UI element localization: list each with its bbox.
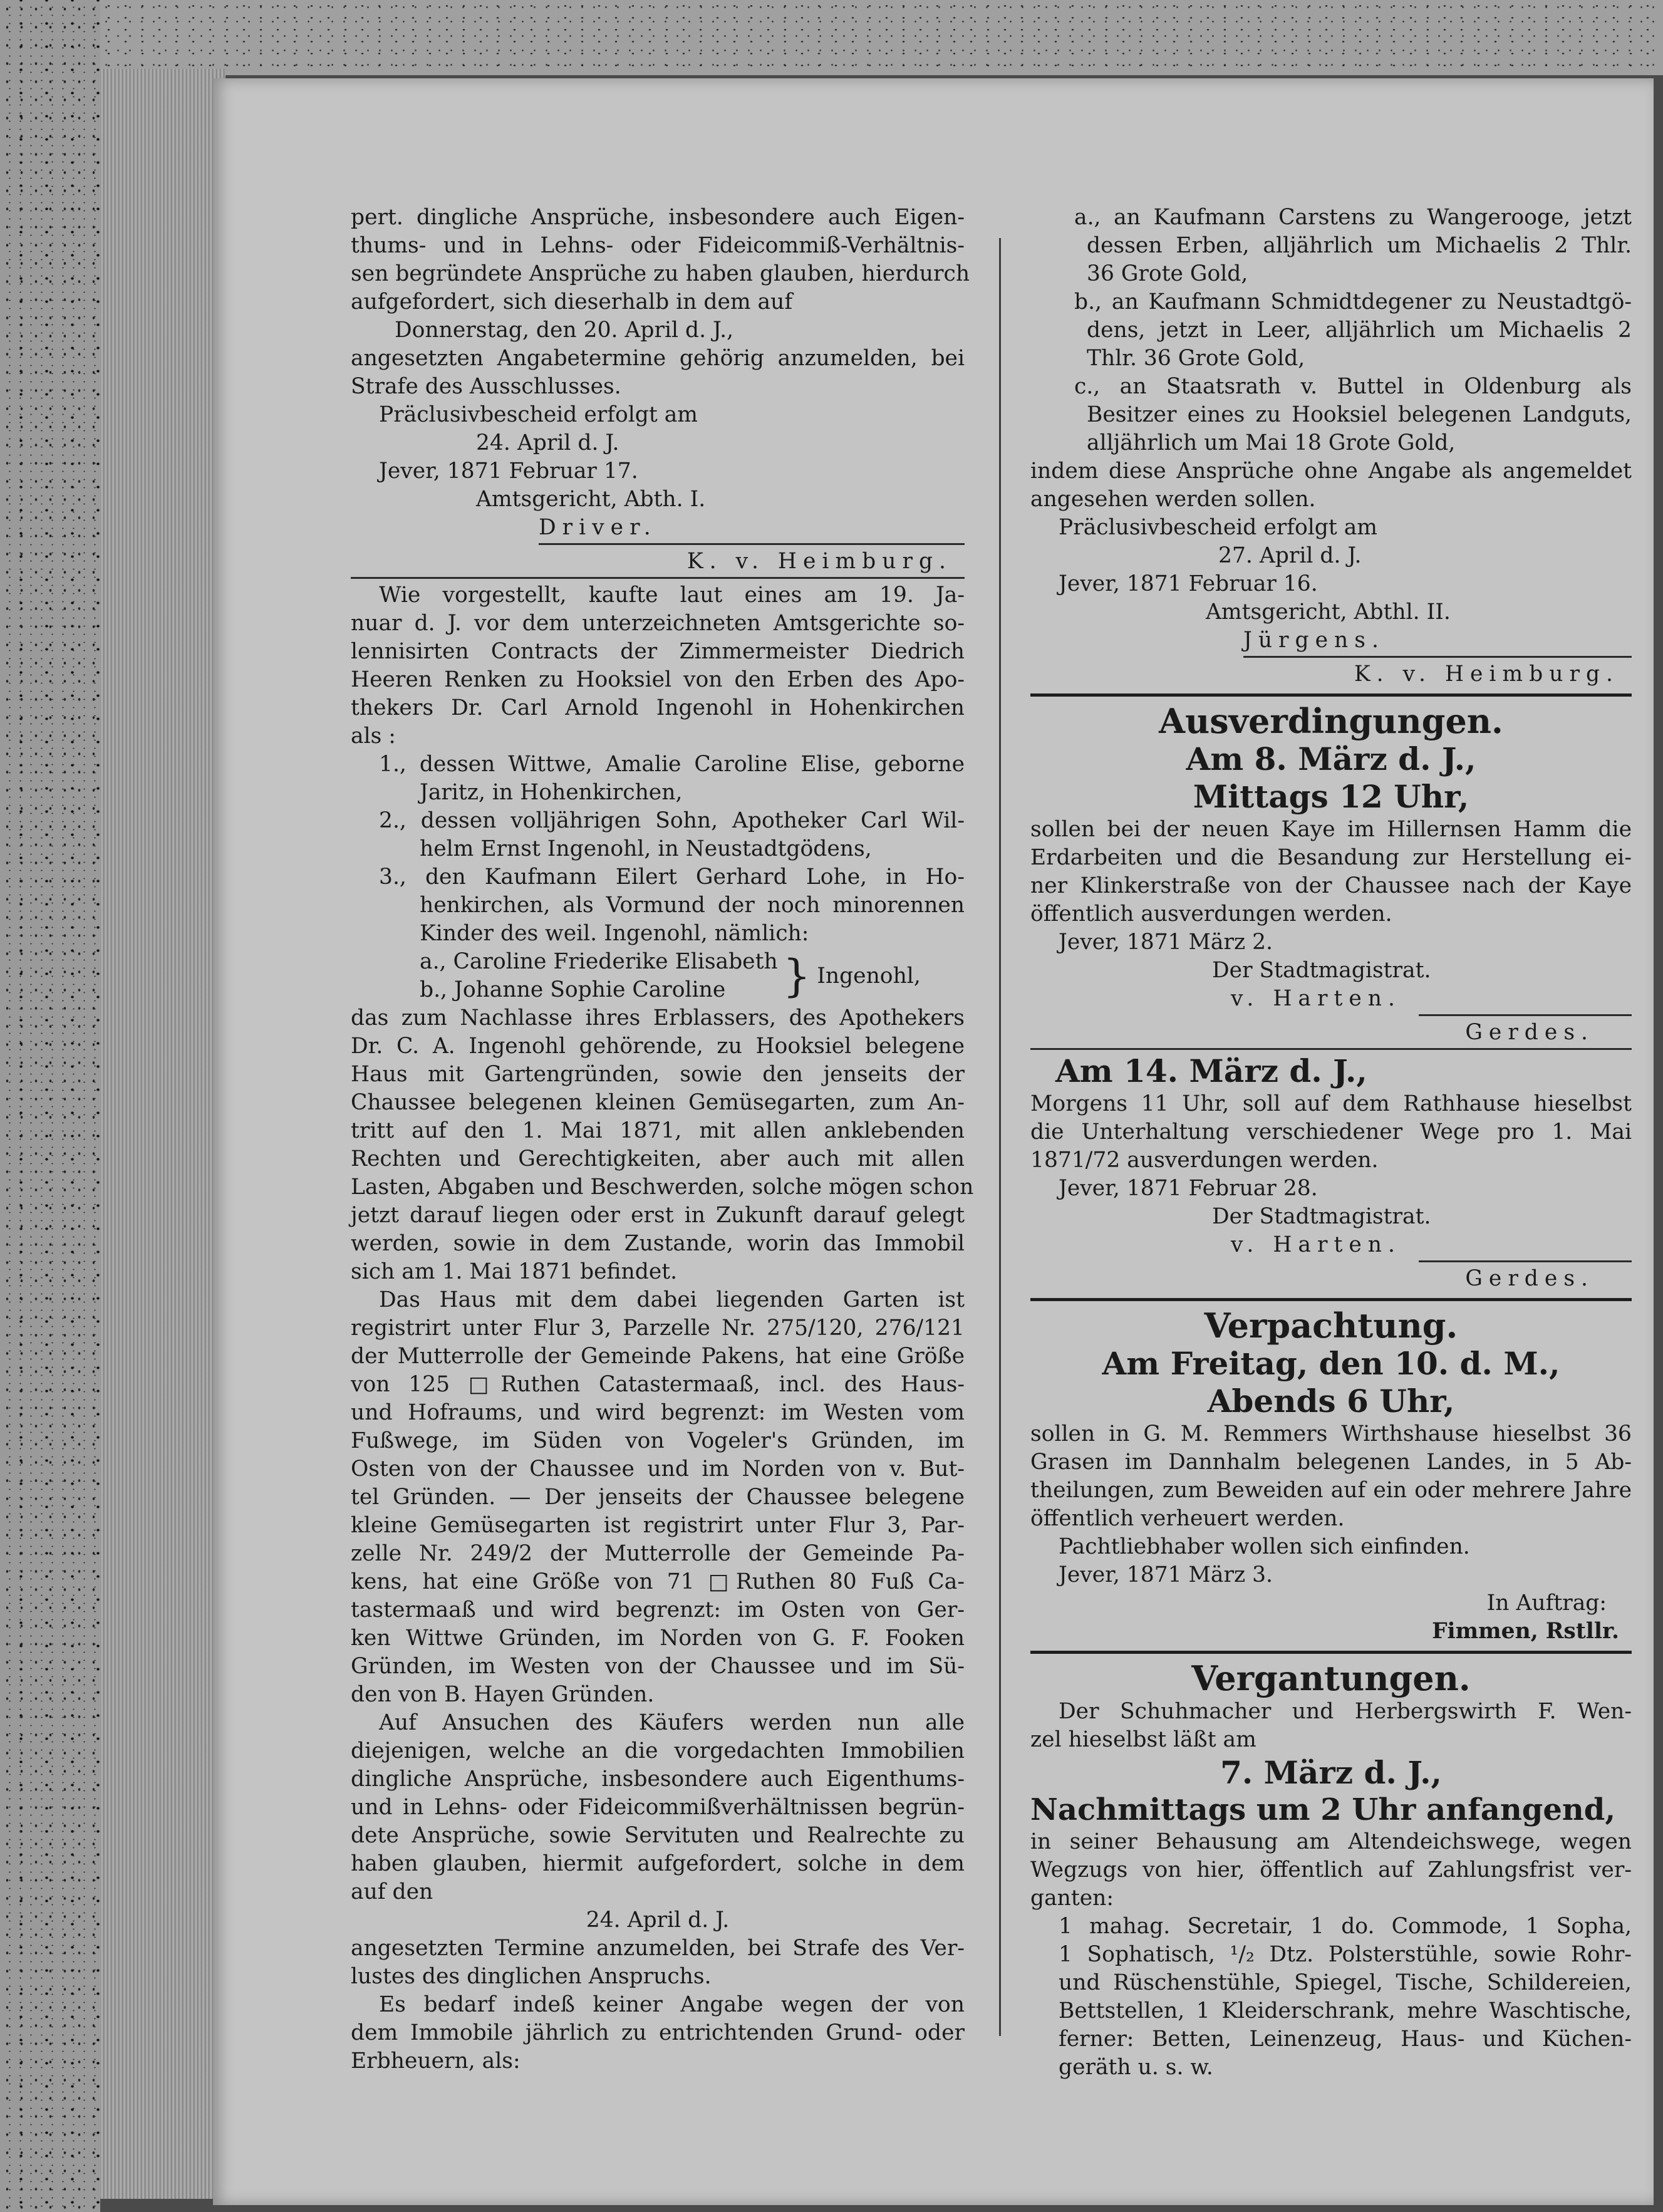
notice-date: 7. März d. J., <box>1220 1754 1442 1791</box>
text-line: Präclusivbescheid erfolgt am <box>1059 515 1378 540</box>
section-heading: Verpachtung. <box>1204 1306 1458 1346</box>
clerk-signature: K. v. Heimburg. <box>1354 662 1619 687</box>
text-line: von 125 □Ruthen Catastermaaß, incl. des Haus- <box>351 1372 965 1397</box>
on-behalf-label: In Auftrag: <box>1486 1591 1607 1616</box>
obligation-line: dessen Erben, alljährlich um Michaelis 2 Thlr. <box>1087 233 1632 258</box>
text-line: Fußwege, im Süden von Vogeler's Gründen, im <box>351 1428 965 1453</box>
text-line: sollen in G. M. Remmers Wirthshause hieselbst 36 <box>1030 1421 1632 1446</box>
text-line: nuar d. J. vor dem unterzeichneten Amtsgerichte so- <box>351 611 965 636</box>
text-line: Chaussee belegenen kleinen Gemüsegarten, zum An- <box>351 1090 965 1115</box>
text-line: und Hofraums, und wird begrenzt: im Westen vom <box>351 1400 965 1425</box>
text-line: kleine Gemüsegarten ist registrirt unter Flur 3, Par- <box>351 1513 965 1538</box>
authority-name: Der Stadtmagistrat. <box>1212 958 1431 983</box>
right-column <box>1030 204 1632 2082</box>
text-line: Wie vorgestellt, kaufte laut eines am 19. Ja- <box>379 583 965 608</box>
children-surname: Ingenohl, <box>817 963 921 989</box>
left-column <box>351 204 974 2075</box>
text-line: dem Immobile jährlich zu entrichtenden Grund- oder <box>351 2020 965 2045</box>
text-line: öffentlich ausverdungen werden. <box>1030 901 1392 927</box>
heir-line: Kinder des weil. Ingenohl, nämlich: <box>420 921 809 946</box>
text-line: aufgefordert, sich dieserhalb in dem auf <box>351 289 793 314</box>
signature-rule <box>1243 656 1632 658</box>
text-line: Morgens 11 Uhr, soll auf dem Rathhause hieselbst <box>1030 1091 1632 1116</box>
text-line: angesetzten Angabetermine gehörig anzumelden, bei <box>351 346 965 371</box>
signature-rule <box>1419 1260 1632 1262</box>
section-rule <box>1030 1298 1632 1301</box>
text-line: dete Ansprüche, sowie Servituten und Realrechte zu <box>351 1823 965 1848</box>
text-line: Dr. C. A. Ingenohl gehörende, zu Hooksiel belegene <box>351 1034 965 1059</box>
text-line: Gründen, im Westen von der Chaussee und im Sü- <box>351 1654 965 1679</box>
text-line: angesehen werden sollen. <box>1030 487 1316 512</box>
obligations-list <box>1030 204 1632 697</box>
text-line: lennisirten Contracts der Zimmermeister Diedrich <box>351 639 965 664</box>
text-line: Rechten und Gerechtigkeiten, aber auch mit allen <box>351 1146 965 1171</box>
text-line: zelle Nr. 249/2 der Mutterrolle der Gemeinde Pa- <box>351 1541 965 1566</box>
text-line: pert. dingliche Ansprüche, insbesondere auch Eigen- <box>351 205 965 230</box>
column-divider <box>999 238 1001 2036</box>
judge-signature: Driver. <box>539 515 657 540</box>
section-rule <box>1030 1651 1632 1654</box>
deadline-date: Donnerstag, den 20. April d. J., <box>395 318 734 343</box>
signer-signature: v. Harten. <box>1231 986 1401 1011</box>
clerk-signature: K. v. Heimburg. <box>686 549 952 574</box>
text-line: tastermaaß und wird begrenzt: im Osten von Ger- <box>351 1597 965 1623</box>
section-rule <box>1030 1048 1632 1050</box>
book-edge-speckle <box>0 0 100 2212</box>
text-line: und in Lehns- oder Fideicommißverhältnissen begrün- <box>351 1795 965 1820</box>
notice-date: Am 8. März d. J., <box>1186 740 1476 777</box>
notice-time: Mittags 12 Uhr, <box>1193 778 1469 815</box>
item-line: Bettstellen, 1 Kleiderschrank, mehre Waschtische, <box>1059 1998 1632 2023</box>
text-line: die Unterhaltung verschiedener Wege pro 1. Mai <box>1030 1119 1632 1145</box>
text-line: Heeren Renken zu Hooksiel von den Erben des Apo- <box>351 667 965 692</box>
clerk-signature: Gerdes. <box>1465 1020 1594 1045</box>
signature-rule <box>1419 1014 1632 1016</box>
march14-notice <box>1030 1052 1632 1301</box>
notice-continuation <box>351 204 970 579</box>
court-name: Amtsgericht, Abth. I. <box>476 487 706 512</box>
text-line: Haus mit Gartengründen, sowie den jenseits der <box>351 1062 965 1087</box>
text-line: sich am 1. Mai 1871 befindet. <box>351 1259 678 1284</box>
text-line: in seiner Behausung am Altendeichswege, wegen <box>1030 1829 1632 1854</box>
notice-date: Am Freitag, den 10. d. M., <box>1102 1345 1560 1382</box>
text-line: jetzt darauf liegen oder erst in Zukunft darauf gelegt <box>351 1203 965 1228</box>
notice-time: Nachmittags um 2 Uhr anfangend, <box>1030 1792 1616 1827</box>
text-line: Wegzugs von hier, öffentlich auf Zahlungsfrist ver- <box>1030 1857 1632 1882</box>
text-line: Grasen im Dannhalm belegenen Landes, in 5 Ab- <box>1030 1450 1632 1475</box>
vergantungen-notice <box>1030 1659 1632 2082</box>
section-heading: Vergantungen. <box>1191 1658 1471 1698</box>
text-line: 1871/72 ausverdungen werden. <box>1030 1148 1379 1173</box>
text-line: diejenigen, welche an die vorgedachten Immobilien <box>351 1738 965 1763</box>
obligation-line: dens, jetzt in Leer, alljährlich um Michaelis 2 <box>1087 318 1632 343</box>
praeclusiv-date: 27. April d. J. <box>1218 543 1362 568</box>
heir-line: 1., dessen Wittwe, Amalie Caroline Elise, geborne <box>379 752 965 777</box>
text-line: Pachtliebhaber wollen sich einfinden. <box>1059 1534 1470 1559</box>
text-line: öffentlich verheuert werden. <box>1030 1506 1345 1531</box>
heir-line: 3., den Kaufmann Eilert Gerhard Lohe, in Ho- <box>379 865 965 890</box>
notice-time: Abends 6 Uhr, <box>1207 1383 1455 1420</box>
child-name: a., Caroline Friederike Elisabeth <box>420 949 778 974</box>
section-rule <box>1030 693 1632 697</box>
text-line: tel Gründen. — Der jenseits der Chaussee belegene <box>351 1485 965 1510</box>
book-top-speckle <box>100 0 1663 75</box>
text-line: Erdarbeiten und die Besandung zur Herstellung ei- <box>1030 845 1632 870</box>
place-date: Jever, 1871 Februar 17. <box>379 459 638 484</box>
text-line: Strafe des Ausschlusses. <box>351 374 621 399</box>
text-line: Lasten, Abgaben und Beschwerden, solche mögen schon <box>351 1175 974 1200</box>
praeclusiv-date: 24. April d. J. <box>476 430 619 455</box>
place-date: Jever, 1871 Februar 28. <box>1059 1176 1318 1201</box>
heir-line: Jaritz, in Hohenkirchen, <box>420 780 683 805</box>
text-line: haben glauben, hiermit aufgefordert, solche in dem <box>351 1851 965 1876</box>
clerk-signature: Gerdes. <box>1465 1266 1594 1291</box>
verpachtung-notice <box>1030 1306 1632 1654</box>
text-line: Präclusivbescheid erfolgt am <box>379 402 698 427</box>
court-name: Amtsgericht, Abthl. II. <box>1206 600 1451 625</box>
text-line: angesetzten Termine anzumelden, bei Strafe des Ver- <box>351 1936 965 1961</box>
text-line: Auf Ansuchen des Käufers werden nun alle <box>379 1710 965 1735</box>
text-line: ner Klinkerstraße von der Chaussee nach der Kaye <box>1030 873 1632 898</box>
text-line: tritt auf den 1. Mai 1871, mit allen anklebenden <box>351 1118 965 1143</box>
obligation-line: 36 Grote Gold, <box>1087 261 1248 286</box>
obligation-line: alljährlich um Mai 18 Grote Gold, <box>1087 430 1456 455</box>
text-line: ganten: <box>1030 1886 1114 1911</box>
deadline-date: 24. April d. J. <box>586 1908 730 1933</box>
brace-symbol: } <box>782 950 811 1002</box>
text-line: das zum Nachlasse ihres Erblassers, des Apothekers <box>351 1005 965 1031</box>
item-line: und Rüschenstühle, Spiegel, Tische, Schildereien, <box>1059 1970 1632 1995</box>
section-heading: Ausverdingungen. <box>1159 701 1503 741</box>
text-line: lustes des dinglichen Anspruchs. <box>351 1964 712 1989</box>
item-line: 1 mahag. Secretair, 1 do. Commode, 1 Sopha, <box>1059 1914 1632 1939</box>
text-line: sen begründete Ansprüche zu haben glauben, hierdurch <box>351 261 970 286</box>
authority-name: Der Stadtmagistrat. <box>1212 1204 1431 1229</box>
child-name: b., Johanne Sophie Caroline <box>420 977 726 1002</box>
item-line: ferner: Betten, Leinenzeug, Haus- und Küchen- <box>1059 2027 1632 2052</box>
ausverdingungen-notice <box>1030 702 1632 1050</box>
text-line: den von B. Hayen Gründen. <box>351 1682 655 1707</box>
text-line: dingliche Ansprüche, insbesondere auch Eigenthums- <box>351 1767 965 1792</box>
item-line: 1 Sophatisch, ¹/₂ Dtz. Polsterstühle, sowie Rohr- <box>1059 1942 1632 1967</box>
text-line: ken Wittwe Gründen, im Norden von G. F. Fooken <box>351 1626 965 1651</box>
obligation-line: a., an Kaufmann Carstens zu Wangerooge, jetzt <box>1074 205 1632 230</box>
place-date: Jever, 1871 März 2. <box>1059 930 1273 955</box>
text-line: Der Schuhmacher und Herbergswirth F. Wen- <box>1059 1699 1632 1724</box>
text-line: der Mutterrolle der Gemeinde Pakens, hat eine Größe <box>351 1344 965 1369</box>
children-list <box>351 948 965 1004</box>
heir-line: 2., dessen volljährigen Sohn, Apotheker Carl Wil- <box>379 808 965 833</box>
text-line: auf den <box>351 1879 433 1904</box>
signer-signature: Fimmen, Rstllr. <box>1432 1619 1619 1644</box>
text-line: zel hieselbst läßt am <box>1030 1727 1256 1752</box>
text-line: theilungen, zum Beweiden auf ein oder mehrere Jahre <box>1030 1478 1632 1503</box>
text-line: thums- und in Lehns- oder Fideicommiß-Verhältnis- <box>351 233 965 258</box>
text-line: als : <box>351 724 396 749</box>
place-date: Jever, 1871 März 3. <box>1059 1562 1273 1587</box>
text-line: werden, sowie in dem Zustande, worin das Immobil <box>351 1231 965 1256</box>
text-line: Osten von der Chaussee und im Norden von v. But- <box>351 1456 965 1482</box>
notice-heading: Am 14. März d. J., <box>1055 1052 1367 1089</box>
text-line: Es bedarf indeß keiner Angabe wegen der von <box>379 1992 965 2017</box>
text-line: thekers Dr. Carl Arnold Ingenohl in Hohenkirchen <box>351 695 965 720</box>
text-line: Erbheuern, als: <box>351 2048 521 2074</box>
page-stack-edge <box>100 69 225 2199</box>
children-names <box>420 948 778 1004</box>
item-line: geräth u. s. w. <box>1059 2055 1213 2080</box>
place-date: Jever, 1871 Februar 16. <box>1059 571 1318 596</box>
signer-signature: v. Harten. <box>1231 1232 1401 1257</box>
text-line: registrirt unter Flur 3, Parzelle Nr. 275/120, 276/121 <box>351 1316 965 1341</box>
heir-line: henkirchen, als Vormund der noch minorennen <box>420 893 965 918</box>
obligation-line: Thlr. 36 Grote Gold, <box>1087 346 1305 371</box>
obligation-line: Besitzer eines zu Hooksiel belegenen Landguts, <box>1087 402 1632 427</box>
section-rule <box>351 577 965 579</box>
text-line: indem diese Ansprüche ohne Angabe als angemeldet <box>1030 459 1632 484</box>
text-line: sollen bei der neuen Kaye im Hillernsen Hamm die <box>1030 817 1632 842</box>
judge-signature: Jürgens. <box>1243 628 1385 653</box>
obligation-line: c., an Staatsrath v. Buttel in Oldenburg als <box>1074 374 1632 399</box>
text-line: Das Haus mit dem dabei liegenden Garten ist <box>379 1287 965 1312</box>
obligation-line: b., an Kaufmann Schmidtdegener zu Neustadtgö- <box>1074 289 1632 314</box>
sale-notice <box>351 581 974 2075</box>
heir-line: helm Ernst Ingenohl, in Neustadtgödens, <box>420 836 872 861</box>
signature-rule <box>539 543 965 545</box>
text-line: kens, hat eine Größe von 71 □Ruthen 80 Fuß Ca- <box>351 1569 965 1594</box>
